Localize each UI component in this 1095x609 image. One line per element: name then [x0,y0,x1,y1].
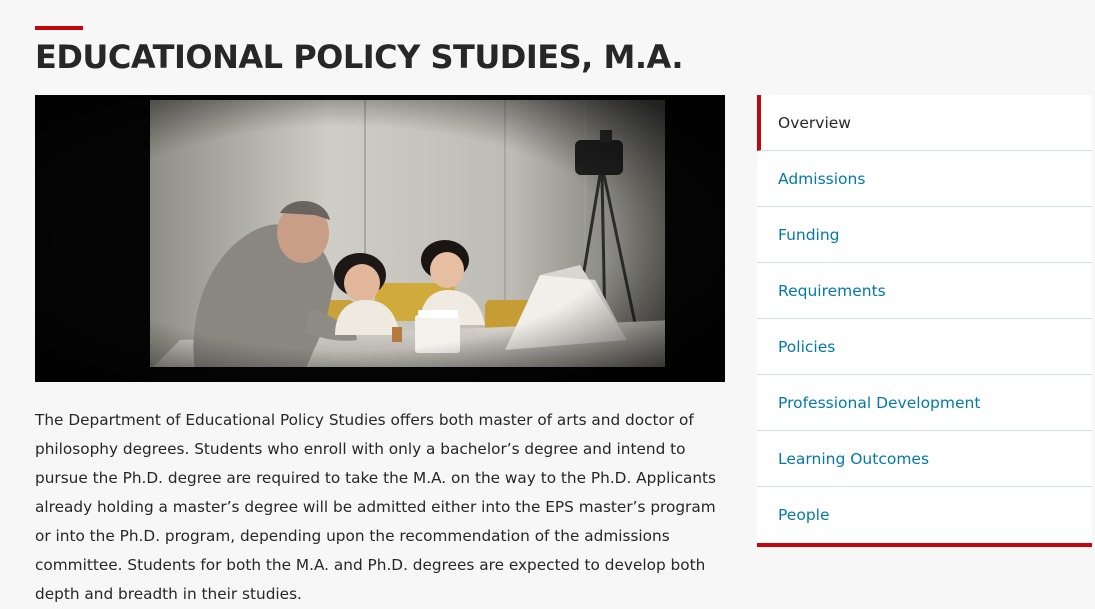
subnav-item-requirements[interactable]: Requirements [757,263,1092,319]
program-intro-text: The Department of Educational Policy Studies offers both master of arts and doctor of philosophy degrees. Students who enroll with only a bachelor’s degree and intend to pursue the Ph.D. degree are required to take the M.A. on the way to the Ph.D. Applicants already holding a master’s degree will be admitted either into the EPS master’s program or into the Ph.D. program, depending upon the recommendation of the admissions committee. Students for both the M.A. and Ph.D. degrees are expected to develop both depth and breadth in their studies. [35,411,717,603]
subnav-item-people[interactable]: People [778,506,830,524]
page-title: EDUCATIONAL POLICY STUDIES, M.A. [35,38,683,76]
program-subnav [757,95,1092,547]
hero-photo [35,95,725,382]
subnav-item-policies[interactable]: Policies [757,319,1092,375]
subnav-item-overview[interactable]: Overview [757,95,1092,151]
subnav-item-learning-outcomes[interactable]: Learning Outcomes [757,431,1092,487]
subnav-item-admissions[interactable]: Admissions [757,151,1092,207]
subnav-item-professional-development[interactable]: Professional Development [757,375,1092,431]
hero-image [35,95,725,382]
title-accent-bar [35,26,83,30]
subnav-item-funding[interactable]: Funding [757,207,1092,263]
